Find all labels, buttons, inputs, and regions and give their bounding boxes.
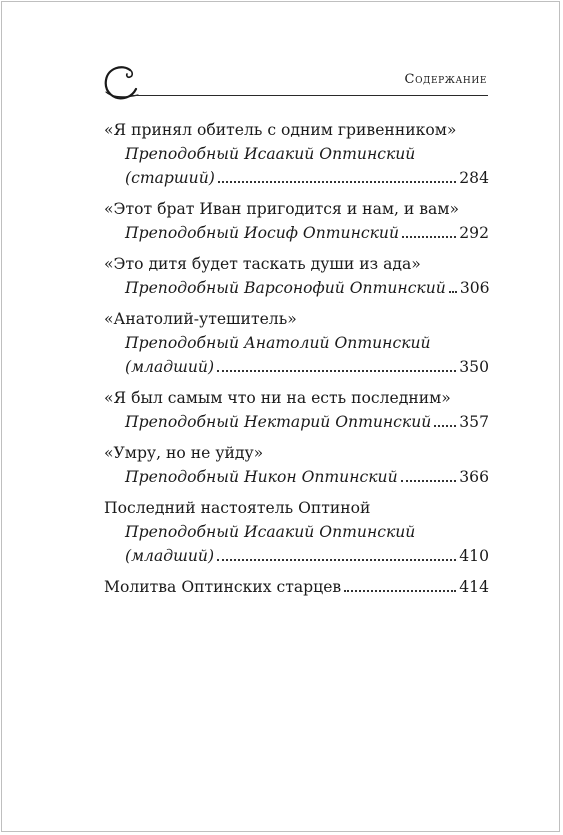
page-number: 284 [459, 169, 489, 187]
page-number: 306 [459, 279, 490, 297]
toc-entry-title: «Я принял обитель с одним гривенником» [104, 121, 457, 139]
toc-entry-title: Последний настоятель Оптиной [104, 499, 371, 517]
toc-entry-title: Молитва Оптинских старцев [104, 578, 342, 596]
toc-entry-author-tail: (младший) [125, 547, 215, 565]
toc-entry-author: Преподобный Исаакий Оптинский [125, 145, 416, 163]
header-rule [132, 95, 488, 96]
toc-entry-page-line [104, 276, 489, 300]
page-number: 414 [459, 578, 489, 596]
toc-entry-page-line [104, 355, 489, 379]
dot-leader [217, 370, 456, 372]
toc-entry-title: «Анатолий-утешитель» [104, 310, 297, 328]
toc-entry-author-tail: Преподобный Иосиф Оптинский [125, 224, 399, 242]
toc-entry [104, 496, 489, 568]
toc-entry-page-line [104, 221, 489, 245]
toc-entry [104, 252, 489, 300]
page-number: 357 [459, 413, 489, 431]
toc-entry-page-line [104, 166, 489, 190]
flourish-c-ornament-icon [100, 62, 140, 104]
dot-leader [434, 425, 456, 427]
toc-entry [104, 307, 489, 379]
toc-entry-author-tail: (младший) [125, 358, 215, 376]
toc-entry-page-line [104, 575, 489, 599]
toc-entry-author-tail: (старший) [125, 169, 215, 187]
dot-leader [402, 236, 456, 238]
dot-leader [218, 181, 456, 183]
toc-entry-page-line [104, 544, 489, 568]
toc-entry [104, 575, 489, 599]
dot-leader [449, 291, 457, 293]
page-number: 350 [459, 358, 489, 376]
dot-leader [217, 559, 456, 561]
toc-entry [104, 441, 489, 489]
page-number: 292 [459, 224, 489, 242]
page-number: 410 [459, 547, 489, 565]
running-head: Содержание [404, 72, 487, 87]
toc-entry-title: «Это дитя будет таскать души из ада» [104, 255, 421, 273]
toc-entry-title: «Умру, но не уйду» [104, 444, 264, 462]
dot-leader [344, 590, 456, 592]
dot-leader [401, 480, 457, 482]
toc-entry-author: Преподобный Анатолий Оптинский [125, 334, 431, 352]
table-of-contents [104, 118, 489, 599]
toc-entry [104, 118, 489, 190]
toc-entry-title: «Я был самым что ни на есть последним» [104, 389, 451, 407]
toc-entry-author-tail: Преподобный Никон Оптинский [125, 468, 398, 486]
toc-entry-author-tail: Преподобный Нектарий Оптинский [125, 413, 432, 431]
toc-entry [104, 197, 489, 245]
toc-entry-page-line [104, 410, 489, 434]
page-number: 366 [459, 468, 489, 486]
toc-entry-author: Преподобный Исаакий Оптинский [125, 523, 416, 541]
toc-entry-page-line [104, 465, 489, 489]
toc-entry-title: «Этот брат Иван пригодится и нам, и вам» [104, 200, 460, 218]
toc-entry-author-tail: Преподобный Варсонофий Оптинский [125, 279, 446, 297]
toc-entry [104, 386, 489, 434]
